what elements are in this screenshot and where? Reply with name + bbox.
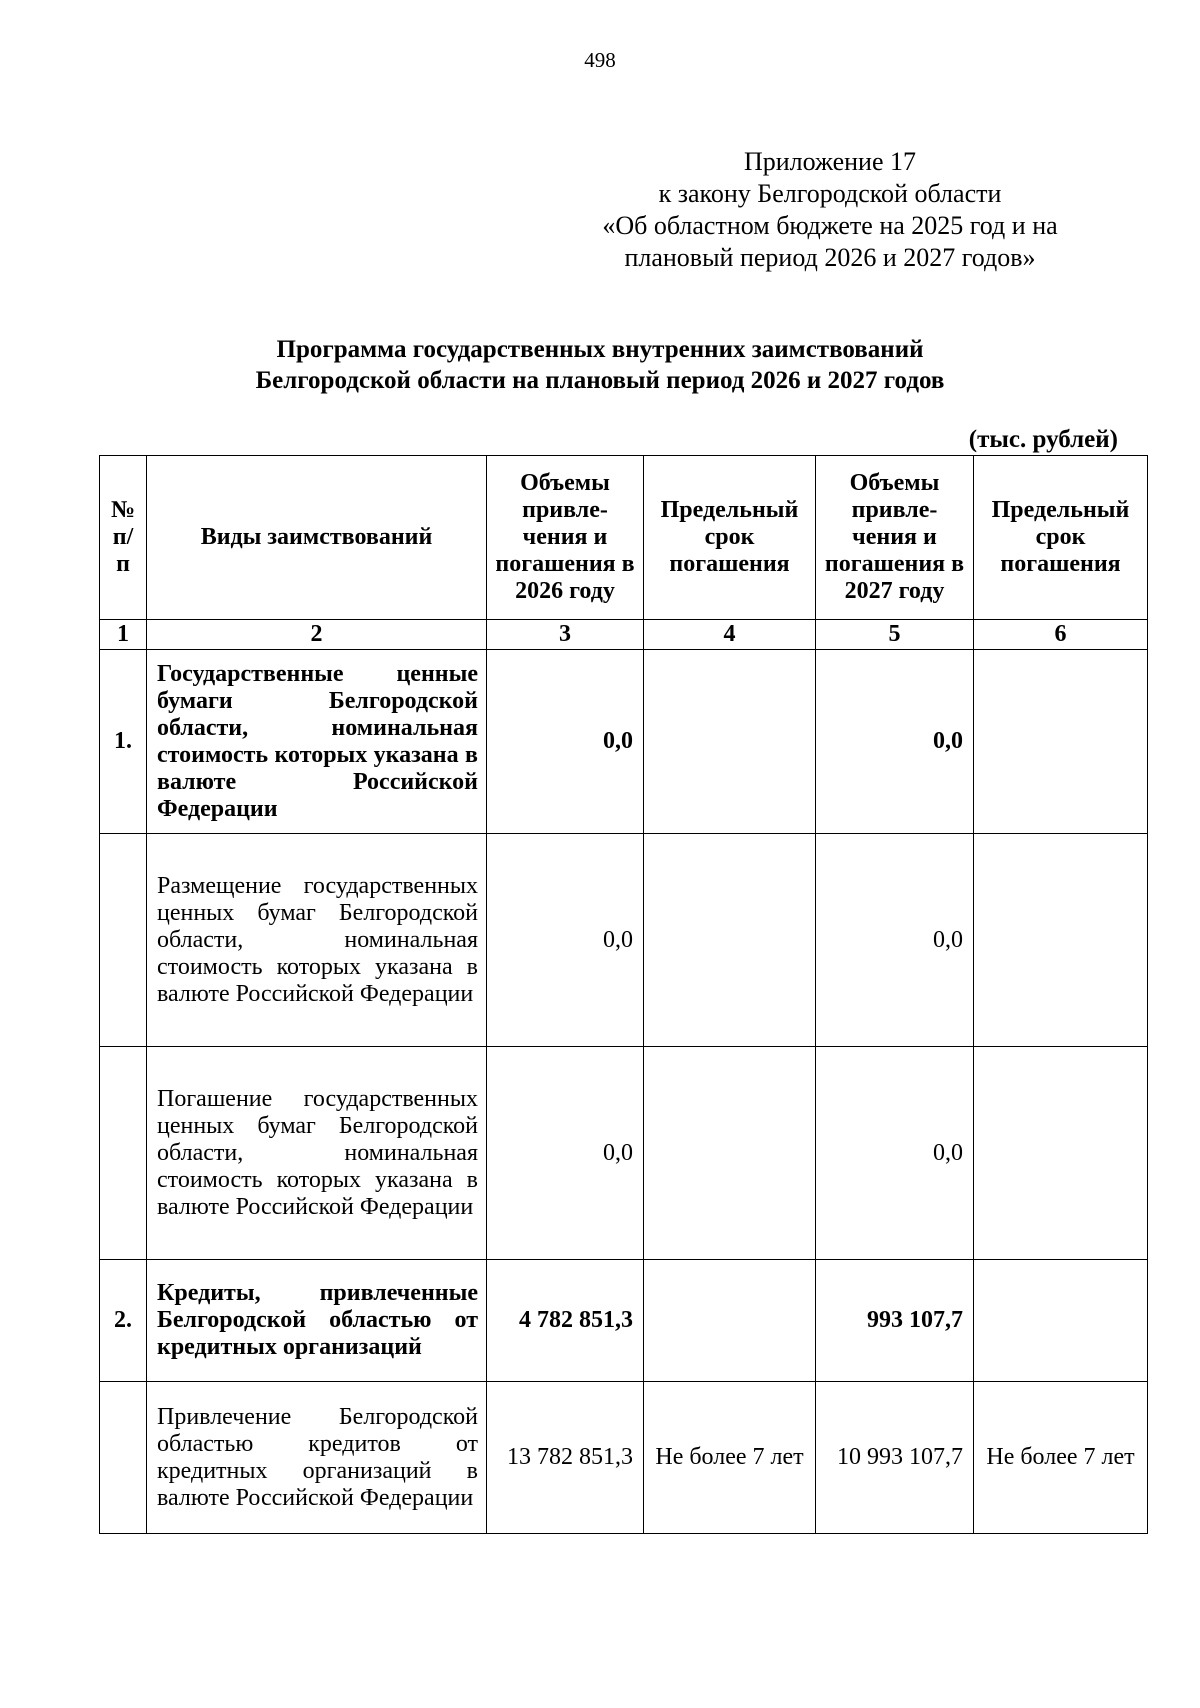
row-number — [100, 834, 147, 1047]
term-2026 — [644, 1047, 816, 1260]
term-2026 — [644, 650, 816, 834]
borrowing-kind: Государственные ценные бумаги Белгородской области, номинальная стоимость которых указана в валюте Российской Федерации — [147, 650, 487, 834]
table-row — [100, 1382, 1148, 1534]
row-number — [100, 1382, 147, 1534]
term-2026 — [644, 1260, 816, 1382]
borrowing-kind: Привлечение Белгородской областью кредитов от кредитных организаций в валюте Российской Федерации — [147, 1382, 487, 1534]
row-number: 1. — [100, 650, 147, 834]
page-number: 498 — [584, 48, 616, 72]
volume-2026: 0,0 — [487, 834, 644, 1047]
units-label: (тыс. рублей) — [968, 426, 1118, 453]
column-number: 1 — [100, 620, 147, 650]
volume-2027: 10 993 107,7 — [816, 1382, 974, 1534]
annex-line-3: «Об областном бюджете на 2025 год и на — [602, 211, 1058, 240]
column-number-row — [100, 620, 1148, 650]
header-vol-2027: Объемы привле-чения и погашения в 2027 году — [816, 456, 974, 620]
borrowing-kind: Кредиты, привлеченные Белгородской областью от кредитных организаций — [147, 1260, 487, 1382]
column-number: 3 — [487, 620, 644, 650]
table-row — [100, 650, 1148, 834]
term-2027 — [974, 650, 1148, 834]
header-no: № п/п — [100, 456, 147, 620]
document-title — [180, 334, 1020, 396]
annex-line-4: плановый период 2026 и 2027 годов» — [624, 243, 1036, 272]
term-2027 — [974, 1047, 1148, 1260]
volume-2026: 0,0 — [487, 650, 644, 834]
annex-line-2: к закону Белгородской области — [658, 179, 1002, 208]
header-term-2026: Предельный срок погашения — [644, 456, 816, 620]
table-row — [100, 834, 1148, 1047]
borrowing-kind: Погашение государственных ценных бумаг Белгородской области, номинальная стоимость которых указана в валюте Российской Федерации — [147, 1047, 487, 1260]
table-row — [100, 1260, 1148, 1382]
volume-2027: 0,0 — [816, 650, 974, 834]
borrowing-kind: Размещение государственных ценных бумаг Белгородской области, номинальная стоимость которых указана в валюте Российской Федерации — [147, 834, 487, 1047]
volume-2027: 993 107,7 — [816, 1260, 974, 1382]
term-2026 — [644, 834, 816, 1047]
header-row — [100, 456, 1148, 620]
term-2026: Не более 7 лет — [644, 1382, 816, 1534]
header-term-2027: Предельный срок погашения — [974, 456, 1148, 620]
title-line-1: Программа государственных внутренних заимствований — [276, 336, 924, 363]
term-2027: Не более 7 лет — [974, 1382, 1148, 1534]
term-2027 — [974, 1260, 1148, 1382]
volume-2027: 0,0 — [816, 1047, 974, 1260]
borrowings-table — [99, 455, 1148, 1534]
column-number: 4 — [644, 620, 816, 650]
header-vol-2026: Объемы привле-чения и погашения в 2026 году — [487, 456, 644, 620]
table-row — [100, 1047, 1148, 1260]
term-2027 — [974, 834, 1148, 1047]
column-number: 2 — [147, 620, 487, 650]
annex-line-1: Приложение 17 — [743, 147, 917, 176]
header-kind: Виды заимствований — [147, 456, 487, 620]
annex-header — [560, 146, 1100, 274]
volume-2026: 0,0 — [487, 1047, 644, 1260]
column-number: 6 — [974, 620, 1148, 650]
volume-2027: 0,0 — [816, 834, 974, 1047]
row-number: 2. — [100, 1260, 147, 1382]
row-number — [100, 1047, 147, 1260]
volume-2026: 13 782 851,3 — [487, 1382, 644, 1534]
title-line-2: Белгородской области на плановый период 2026 и 2027 годов — [255, 367, 945, 394]
column-number: 5 — [816, 620, 974, 650]
volume-2026: 4 782 851,3 — [487, 1260, 644, 1382]
